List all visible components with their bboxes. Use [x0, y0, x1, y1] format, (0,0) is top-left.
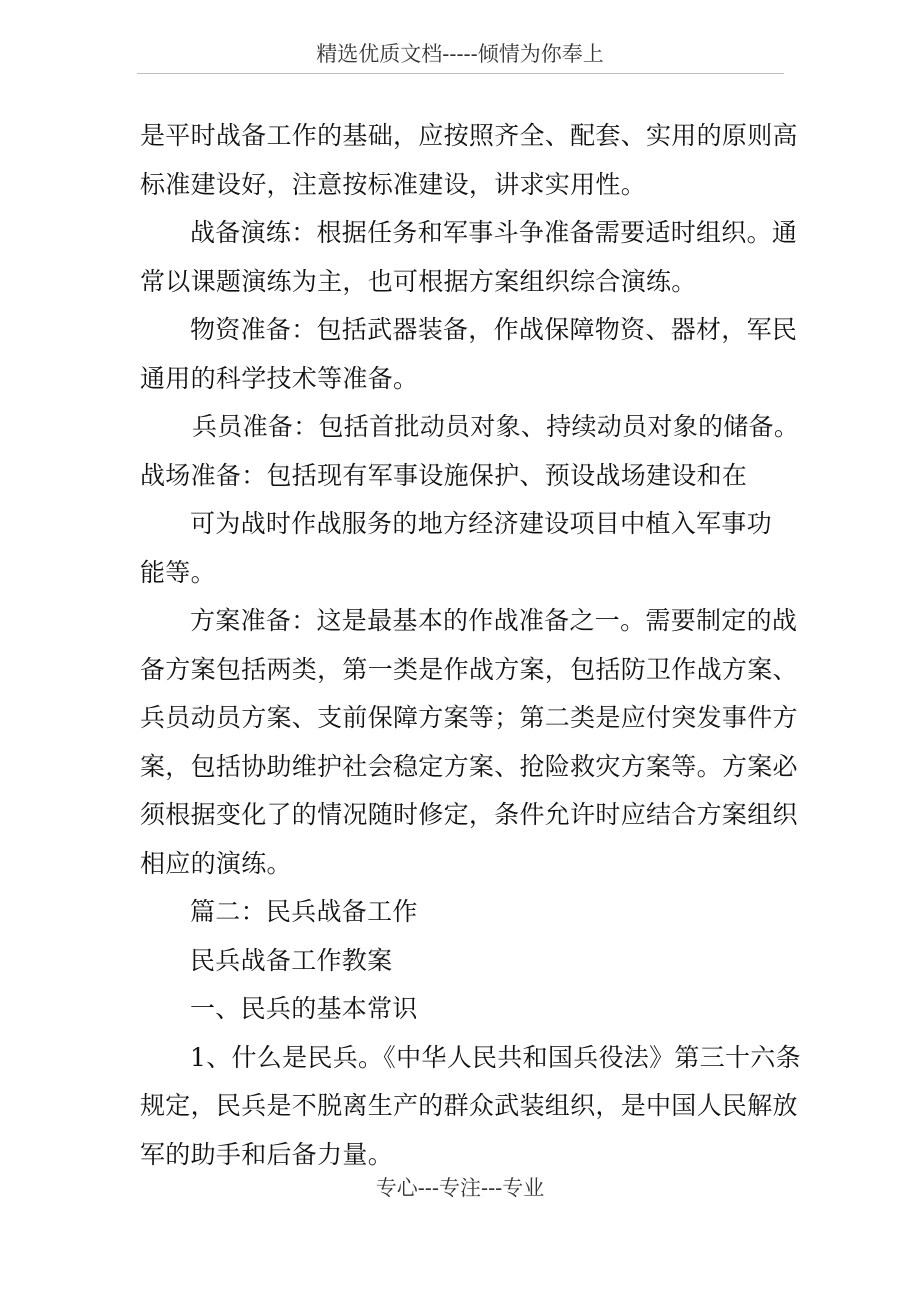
- text-line: 是平时战备工作的基础，应按照齐全、配套、实用的原则高: [140, 121, 798, 150]
- text-line: 备方案包括两类，第一类是作战方案，包括防卫作战方案、: [140, 654, 798, 684]
- section-heading: 篇二：民兵战备工作: [190, 897, 418, 926]
- text-line: 标准建设好，注意按标准建设，讲求实用性。: [140, 169, 647, 199]
- text-line: 兵员动员方案、支前保障方案等；第二类是应付突发事件方: [140, 703, 798, 732]
- text-line: 常以课题演练为主，也可根据方案组织综合演练。: [140, 266, 697, 296]
- text-line: 案，包括协助维护社会稳定方案、抢险救灾方案等。方案必: [140, 751, 798, 781]
- document-body: [140, 112, 801, 1179]
- text-line: 战场准备：包括现有军事设施保护、预设战场建设和在: [140, 460, 748, 490]
- header-divider: [137, 73, 784, 74]
- text-line: 能等。: [140, 557, 216, 587]
- text-line: 方案准备：这是最基本的作战准备之一。需要制定的战: [190, 606, 798, 635]
- text-line: 1、什么是民兵。《中华人民共和国兵役法》第三十六条: [190, 1042, 801, 1072]
- subsection-heading: 一、民兵的基本常识: [190, 994, 418, 1023]
- text-line: 战备演练：根据任务和军事斗争准备需要适时组织。通: [190, 218, 798, 247]
- text-line: 物资准备：包括武器装备，作战保障物资、器材，军民: [190, 315, 798, 344]
- text-line: 兵员准备：包括首批动员对象、持续动员对象的储备。: [192, 412, 800, 441]
- text-line: 可为战时作战服务的地方经济建设项目中植入军事功: [190, 509, 772, 538]
- text-line: 规定，民兵是不脱离生产的群众武装组织，是中国人民解放: [140, 1091, 798, 1120]
- page-header: 精选优质文档-----倾情为你奉上: [316, 42, 604, 66]
- text-line: 军的助手和后备力量。: [140, 1139, 394, 1169]
- page-footer: 专心---专注---专业: [375, 1176, 545, 1200]
- text-line: 通用的科学技术等准备。: [140, 363, 419, 393]
- lesson-title: 民兵战备工作教案: [190, 945, 393, 975]
- text-line: 须根据变化了的情况随时修定，条件允许时应结合方案组织: [140, 800, 798, 829]
- text-line: 相应的演练。: [140, 848, 292, 878]
